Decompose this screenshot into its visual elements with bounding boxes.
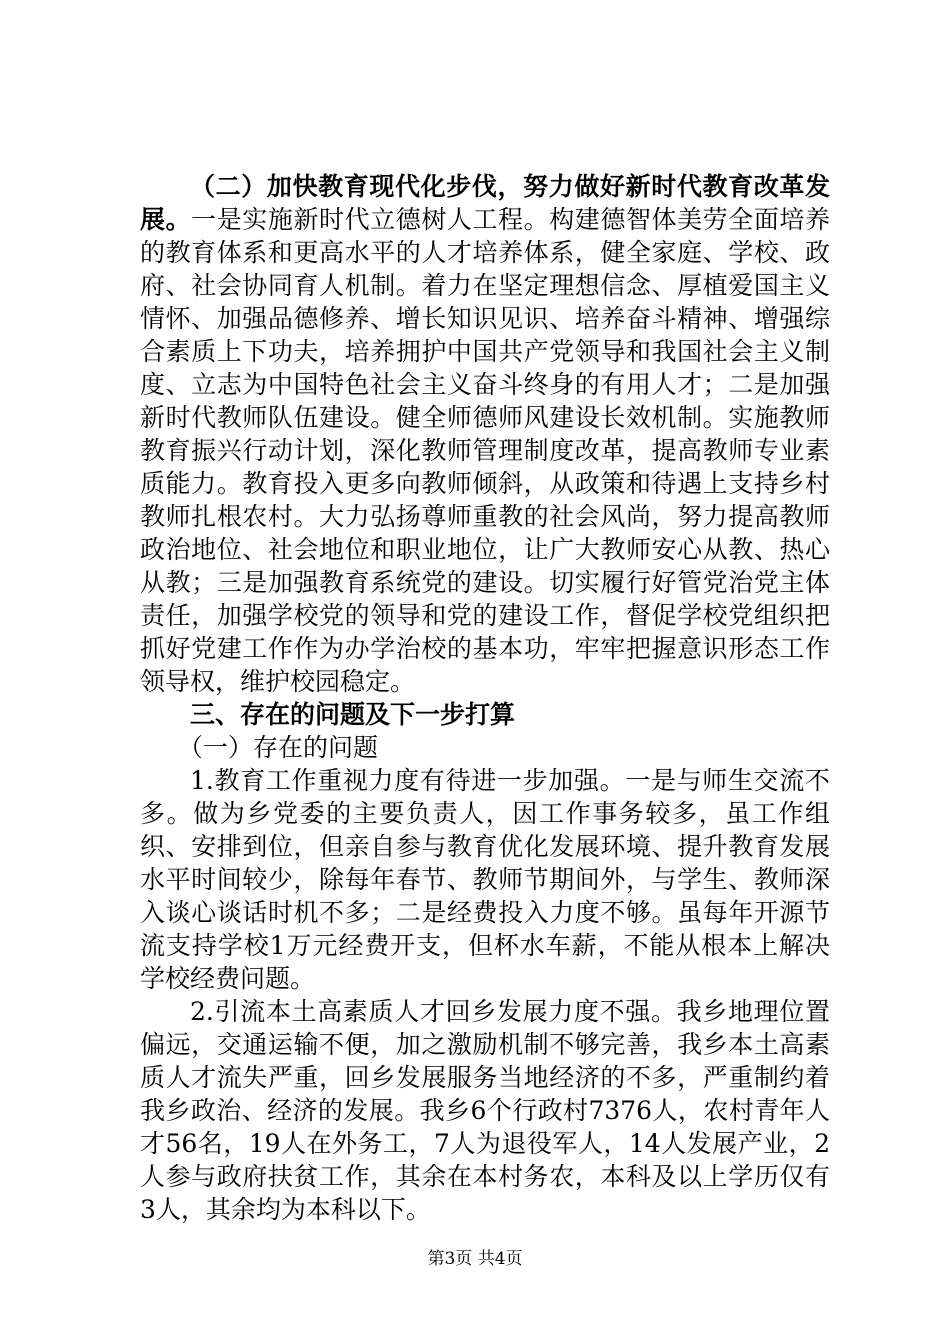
subheading-problems: （一）存在的问题	[178, 733, 379, 762]
paragraph-item-1: 1.教育工作重视力度有待进一步加强。一是与师生交流不多。做为乡党委的主要负责人，因工作事务较多，虽工作组织、安排到位，但亲自参与教育优化发展环境、提升教育发展水平时间较少，除每年春节、教师节期间外，与学生、教师深入谈心谈话时机不多；二是经费投入力度不够。虽每年开源节流支持学校1万元经费开支，但杯水车薪，不能从根本上解决学校经费问题。	[140, 766, 830, 993]
page-footer: 第3页 共4页	[427, 1249, 523, 1269]
paragraph-section-2	[140, 170, 830, 698]
document-body	[140, 170, 830, 1226]
heading-section-3: 三、存在的问题及下一步打算	[190, 700, 516, 729]
section-2-lead: （二）加快教育现代化步伐，努力做好新时代教育改革发展。	[140, 172, 830, 234]
section-2-body: 一是实施新时代立德树人工程。构建德智体美劳全面培养的教育体系和更高水平的人才培养体系，健全家庭、学校、政府、社会协同育人机制。着力在坚定理想信念、厚植爱国主义情怀、加强品德修养、增长知识见识、培养奋斗精神、增强综合素质上下功夫，培养拥护中国共产党领导和我国社会主义制度、立志为中国特色社会主义奋斗终身的有用人才；二是加强新时代教师队伍建设。健全师德师风建设长效机制。实施教师教育振兴行动计划，深化教师管理制度改革，提高教师专业素质能力。教育投入更多向教师倾斜，从政策和待遇上支持乡村教师扎根农村。大力弘扬尊师重教的社会风尚，努力提高教师政治地位、社会地位和职业地位，让广大教师安心从教、热心从教；三是加强教育系统党的建设。切实履行好管党治党主体责任，加强学校党的领导和党的建设工作，督促学校党组织把抓好党建工作作为办学治校的基本功，牢牢把握意识形态工作领导权，维护校园稳定。	[140, 205, 830, 696]
paragraph-item-2: 2.引流本土高素质人才回乡发展力度不强。我乡地理位置偏远，交通运输不便，加之激励机制不够完善，我乡本土高素质人才流失严重，回乡发展服务当地经济的不多，严重制约着我乡政治、经济的发展。我乡6个行政村7376人，农村青年人才56名，19人在外务工，7人为退役军人，14人发展产业，2人参与政府扶贫工作，其余在本村务农，本科及以上学历仅有3人，其余均为本科以下。	[140, 997, 830, 1224]
